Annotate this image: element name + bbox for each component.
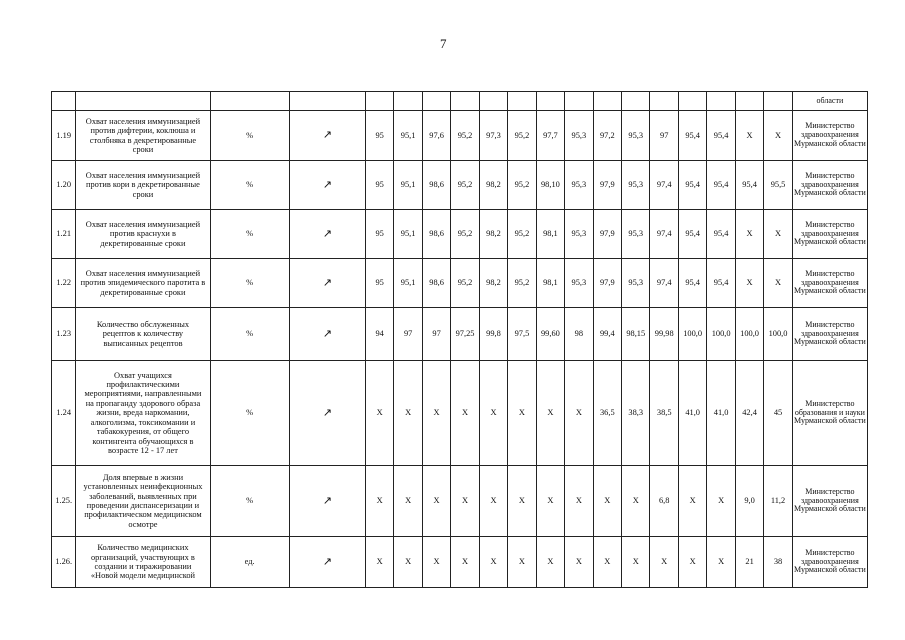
value-cell: 98 (565, 308, 593, 361)
value-cell: 36,5 (593, 361, 621, 466)
value-cell: 98,2 (479, 259, 507, 308)
responsible-cell: Министерство здравоохранения Мурманской области (792, 259, 867, 308)
unit-cell: % (210, 111, 289, 161)
empty-cell (508, 92, 536, 111)
trend-cell (289, 161, 365, 210)
value-cell: 95,3 (622, 259, 650, 308)
value-cell: Х (365, 361, 393, 466)
trend-cell (289, 210, 365, 259)
value-cell: 97,25 (451, 308, 479, 361)
value-cell: 95,4 (707, 259, 735, 308)
unit-cell: % (210, 466, 289, 537)
empty-cell (479, 92, 507, 111)
value-cell: 95,1 (394, 210, 422, 259)
value-cell: Х (451, 361, 479, 466)
indicator-name: Количество обслуженных рецептов к количеству выписанных рецептов (76, 308, 210, 361)
value-cell: 95,3 (565, 210, 593, 259)
value-cell: 38 (764, 537, 792, 588)
trend-up-arrow-icon: ↗ (322, 177, 332, 191)
unit-cell: % (210, 259, 289, 308)
value-cell: 21 (735, 537, 763, 588)
value-cell: 97,2 (593, 111, 621, 161)
value-cell: 41,0 (678, 361, 706, 466)
value-cell: 100,0 (707, 308, 735, 361)
value-cell: Х (565, 361, 593, 466)
responsible-cell: Министерство здравоохранения Мурманской области (792, 161, 867, 210)
value-cell: Х (565, 537, 593, 588)
value-cell: 97 (422, 308, 450, 361)
unit-cell: % (210, 308, 289, 361)
value-cell: 95,4 (707, 111, 735, 161)
trend-up-arrow-icon: ↗ (322, 275, 332, 289)
value-cell: 95,2 (508, 259, 536, 308)
row-number: 1.24 (52, 361, 76, 466)
empty-cell (365, 92, 393, 111)
table-row (52, 111, 868, 161)
value-cell: 95 (365, 111, 393, 161)
value-cell: 97,7 (536, 111, 564, 161)
value-cell: Х (508, 466, 536, 537)
trend-up-arrow-icon: ↗ (322, 326, 332, 340)
responsible-cell: Министерство здравоохранения Мурманской области (792, 537, 867, 588)
responsible-cell: Министерство здравоохранения Мурманской области (792, 210, 867, 259)
value-cell: 95,3 (565, 259, 593, 308)
value-cell: Х (394, 537, 422, 588)
value-cell: 95,1 (394, 259, 422, 308)
empty-cell (52, 92, 76, 111)
value-cell: Х (536, 466, 564, 537)
value-cell: Х (735, 111, 763, 161)
row-number: 1.25. (52, 466, 76, 537)
value-cell: 97,4 (650, 259, 678, 308)
value-cell: 38,5 (650, 361, 678, 466)
page-number: 7 (440, 36, 447, 51)
value-cell: 95,2 (508, 210, 536, 259)
value-cell: 98,6 (422, 259, 450, 308)
value-cell: 97,9 (593, 161, 621, 210)
empty-cell (565, 92, 593, 111)
value-cell: Х (650, 537, 678, 588)
value-cell: 97,4 (650, 161, 678, 210)
value-cell: 41,0 (707, 361, 735, 466)
value-cell: 99,4 (593, 308, 621, 361)
value-cell: 95,4 (707, 210, 735, 259)
indicator-name: Доля впервые в жизни установленных неинфекционных заболеваний, выявленных при проведении диспансеризации и профилактическом медицинском осмотре (76, 466, 210, 537)
trend-up-arrow-icon: ↗ (322, 554, 332, 568)
value-cell: 99,8 (479, 308, 507, 361)
responsible-cell: Министерство здравоохранения Мурманской области (792, 466, 867, 537)
trend-up-arrow-icon: ↗ (322, 226, 332, 240)
table-row (52, 308, 868, 361)
value-cell: Х (764, 210, 792, 259)
value-cell: 98,6 (422, 210, 450, 259)
value-cell: Х (735, 210, 763, 259)
empty-cell (451, 92, 479, 111)
empty-cell (678, 92, 706, 111)
empty-cell (764, 92, 792, 111)
value-cell: 95 (365, 210, 393, 259)
value-cell: 97,4 (650, 210, 678, 259)
value-cell: 97 (394, 308, 422, 361)
value-cell: 95,2 (508, 161, 536, 210)
value-cell: Х (479, 466, 507, 537)
value-cell: 95,3 (565, 161, 593, 210)
table-row (52, 361, 868, 466)
value-cell: 6,8 (650, 466, 678, 537)
value-cell: Х (422, 361, 450, 466)
indicator-name: Количество медицинских организаций, участвующих в создании и тиражировании «Новой модели медицинской (76, 537, 210, 588)
indicator-name: Охват учащихся профилактическими мероприятиями, направленными на пропаганду здорового образа жизни, вреда наркомании, алкоголизма, токсикомании и табакокурения, от общего контингента обучающихся в возрасте 12 - 17 лет (76, 361, 210, 466)
row-number: 1.21 (52, 210, 76, 259)
value-cell: 95,3 (565, 111, 593, 161)
value-cell: 95,3 (622, 111, 650, 161)
value-cell: 95,4 (735, 161, 763, 210)
value-cell: 95,2 (451, 259, 479, 308)
value-cell: Х (565, 466, 593, 537)
value-cell: Х (764, 111, 792, 161)
value-cell: 98,10 (536, 161, 564, 210)
empty-cell (593, 92, 621, 111)
unit-cell: % (210, 161, 289, 210)
responsible-cell: Министерство здравоохранения Мурманской области (792, 308, 867, 361)
unit-cell: % (210, 361, 289, 466)
table-row (52, 466, 868, 537)
value-cell: Х (394, 361, 422, 466)
indicator-name: Охват населения иммунизацией против эпидемического паротита в декретированные сроки (76, 259, 210, 308)
value-cell: Х (508, 361, 536, 466)
empty-cell (735, 92, 763, 111)
value-cell: Х (479, 537, 507, 588)
value-cell: Х (479, 361, 507, 466)
trend-cell (289, 259, 365, 308)
indicator-name: Охват населения иммунизацией против краснухи в декретированные сроки (76, 210, 210, 259)
value-cell: 95,2 (508, 111, 536, 161)
table-row (52, 259, 868, 308)
value-cell: 97,9 (593, 259, 621, 308)
value-cell: Х (678, 537, 706, 588)
empty-cell (210, 92, 289, 111)
value-cell: Х (735, 259, 763, 308)
empty-cell (422, 92, 450, 111)
value-cell: 100,0 (764, 308, 792, 361)
value-cell: Х (678, 466, 706, 537)
value-cell: Х (593, 537, 621, 588)
indicator-name: Охват населения иммунизацией против кори в декретированные сроки (76, 161, 210, 210)
value-cell: Х (422, 466, 450, 537)
value-cell: Х (394, 466, 422, 537)
value-cell: 98,1 (536, 259, 564, 308)
value-cell: 98,6 (422, 161, 450, 210)
value-cell: 95,2 (451, 161, 479, 210)
value-cell: 95,4 (707, 161, 735, 210)
value-cell: Х (451, 466, 479, 537)
trend-cell (289, 361, 365, 466)
value-cell: 95,2 (451, 210, 479, 259)
value-cell: 95,4 (678, 111, 706, 161)
value-cell: 98,2 (479, 161, 507, 210)
value-cell: 97,5 (508, 308, 536, 361)
trend-up-arrow-icon: ↗ (322, 128, 332, 142)
value-cell: 97,3 (479, 111, 507, 161)
value-cell: 97,6 (422, 111, 450, 161)
value-cell: Х (365, 466, 393, 537)
responsible-cell: области (792, 92, 867, 111)
row-number: 1.20 (52, 161, 76, 210)
value-cell: 95,4 (678, 210, 706, 259)
empty-cell (76, 92, 210, 111)
value-cell: 38,3 (622, 361, 650, 466)
value-cell: 95,1 (394, 111, 422, 161)
value-cell: 95,2 (451, 111, 479, 161)
unit-cell: ед. (210, 537, 289, 588)
value-cell: Х (593, 466, 621, 537)
value-cell: Х (365, 537, 393, 588)
table-row (52, 537, 868, 588)
value-cell: 95 (365, 259, 393, 308)
value-cell: 95,3 (622, 210, 650, 259)
value-cell: 100,0 (735, 308, 763, 361)
value-cell: 9,0 (735, 466, 763, 537)
value-cell: 97,9 (593, 210, 621, 259)
row-number: 1.22 (52, 259, 76, 308)
trend-cell (289, 111, 365, 161)
trend-cell (289, 308, 365, 361)
value-cell: Х (764, 259, 792, 308)
value-cell: Х (536, 361, 564, 466)
value-cell: Х (707, 466, 735, 537)
value-cell: 99,98 (650, 308, 678, 361)
indicator-table (51, 91, 868, 588)
empty-cell (707, 92, 735, 111)
empty-cell (622, 92, 650, 111)
empty-cell (394, 92, 422, 111)
trend-cell (289, 466, 365, 537)
responsible-cell: Министерство образования и науки Мурманской области (792, 361, 867, 466)
row-number: 1.26. (52, 537, 76, 588)
empty-cell (289, 92, 365, 111)
trend-cell (289, 537, 365, 588)
value-cell: Х (508, 537, 536, 588)
table-row (52, 161, 868, 210)
value-cell: Х (536, 537, 564, 588)
value-cell: 98,15 (622, 308, 650, 361)
trend-up-arrow-icon: ↗ (322, 493, 332, 507)
value-cell: 95,1 (394, 161, 422, 210)
value-cell: Х (707, 537, 735, 588)
value-cell: 11,2 (764, 466, 792, 537)
value-cell: 99,60 (536, 308, 564, 361)
unit-cell: % (210, 210, 289, 259)
value-cell: 45 (764, 361, 792, 466)
empty-cell (536, 92, 564, 111)
indicator-name: Охват населения иммунизацией против дифтерии, коклюша и столбняка в декретированные сроки (76, 111, 210, 161)
table-row (52, 210, 868, 259)
value-cell: Х (422, 537, 450, 588)
value-cell: 95,4 (678, 161, 706, 210)
row-number: 1.23 (52, 308, 76, 361)
value-cell: 97 (650, 111, 678, 161)
row-number: 1.19 (52, 111, 76, 161)
value-cell: 98,2 (479, 210, 507, 259)
empty-cell (650, 92, 678, 111)
value-cell: 95,5 (764, 161, 792, 210)
value-cell: Х (451, 537, 479, 588)
value-cell: Х (622, 537, 650, 588)
responsible-cell: Министерство здравоохранения Мурманской области (792, 111, 867, 161)
value-cell: 95 (365, 161, 393, 210)
table-row-top (52, 92, 868, 111)
value-cell: 98,1 (536, 210, 564, 259)
value-cell: 42,4 (735, 361, 763, 466)
value-cell: 95,3 (622, 161, 650, 210)
trend-up-arrow-icon: ↗ (322, 405, 332, 419)
value-cell: 95,4 (678, 259, 706, 308)
value-cell: 94 (365, 308, 393, 361)
value-cell: 100,0 (678, 308, 706, 361)
value-cell: Х (622, 466, 650, 537)
